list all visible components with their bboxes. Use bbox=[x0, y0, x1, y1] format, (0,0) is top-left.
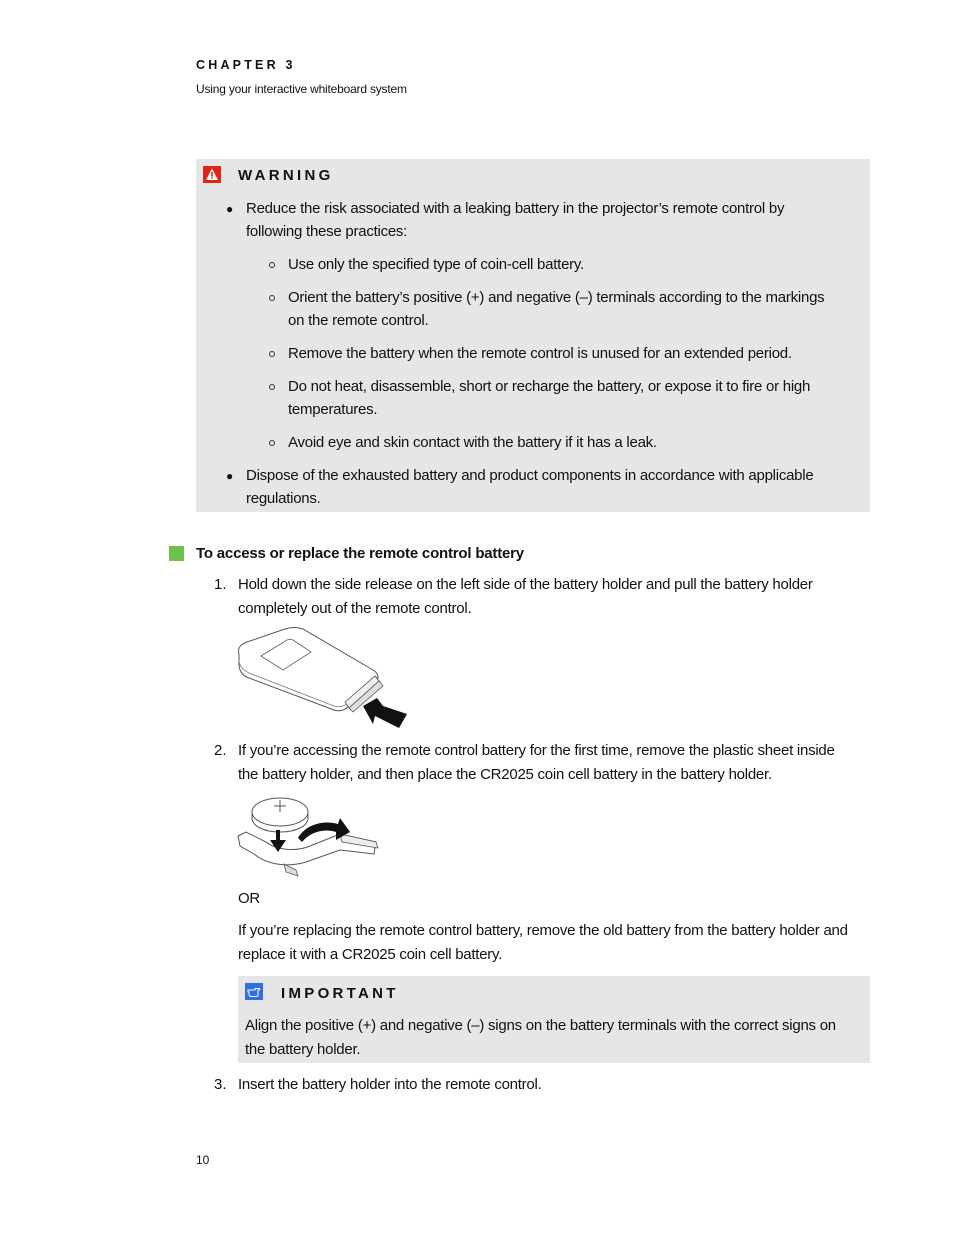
step-1-line-2: completely out of the remote control. bbox=[238, 600, 472, 617]
important-line-1: Align the positive (+) and negative (–) signs on the battery terminals with the correct signs on bbox=[245, 1017, 836, 1034]
step-2-line-1: If you’re accessing the remote control battery for the first time, remove the plastic sheet inside bbox=[238, 742, 835, 759]
step-1-number: 1. bbox=[214, 576, 227, 593]
warning-sub-item-4-line-2: temperatures. bbox=[288, 401, 378, 418]
step-2-alt-line-2: replace it with a CR2025 coin cell battery. bbox=[238, 946, 503, 963]
bullet-dot: ● bbox=[226, 202, 234, 216]
sub-bullet-ring bbox=[269, 384, 275, 390]
step-3-number: 3. bbox=[214, 1076, 227, 1093]
procedure-square-icon bbox=[169, 546, 184, 561]
warning-bullet-1-line-2: following these practices: bbox=[246, 223, 408, 240]
pointing-hand-icon bbox=[245, 983, 263, 1000]
bullet-dot: ● bbox=[226, 469, 234, 483]
procedure-title: To access or replace the remote control battery bbox=[196, 545, 524, 562]
step-3-line-1: Insert the battery holder into the remote control. bbox=[238, 1076, 542, 1093]
step-2-alt-line-1: If you’re replacing the remote control battery, remove the old battery from the battery holder and bbox=[238, 922, 848, 939]
warning-sub-item-2-line-1: Orient the battery’s positive (+) and negative (–) terminals according to the markings bbox=[288, 289, 825, 306]
step-1-line-1: Hold down the side release on the left side of the battery holder and pull the battery holder bbox=[238, 576, 813, 593]
sub-bullet-ring bbox=[269, 351, 275, 357]
sub-bullet-ring bbox=[269, 440, 275, 446]
battery-insertion-illustration bbox=[236, 794, 382, 876]
warning-bullet-1-line-1: Reduce the risk associated with a leaking battery in the projector’s remote control by bbox=[246, 200, 785, 217]
chapter-subtitle: Using your interactive whiteboard system bbox=[196, 82, 407, 96]
warning-triangle-icon bbox=[203, 166, 221, 183]
step-2-number: 2. bbox=[214, 742, 227, 759]
important-title: IMPORTANT bbox=[281, 985, 399, 1002]
warning-bullet-2-line-2: regulations. bbox=[246, 490, 321, 507]
sub-bullet-ring bbox=[269, 262, 275, 268]
warning-title: WARNING bbox=[238, 167, 334, 184]
page-number: 10 bbox=[196, 1153, 210, 1167]
chapter-label: CHAPTER 3 bbox=[196, 58, 296, 72]
warning-bullet-2-line-1: Dispose of the exhausted battery and product components in accordance with applicable bbox=[246, 467, 814, 484]
sub-bullet-ring bbox=[269, 295, 275, 301]
warning-sub-item-1: Use only the specified type of coin-cell battery. bbox=[288, 256, 584, 273]
warning-sub-item-2-line-2: on the remote control. bbox=[288, 312, 429, 329]
warning-box bbox=[196, 159, 870, 512]
warning-sub-item-4-line-1: Do not heat, disassemble, short or recharge the battery, or expose it to fire or high bbox=[288, 378, 811, 395]
warning-sub-item-3: Remove the battery when the remote control is unused for an extended period. bbox=[288, 345, 792, 362]
important-line-2: the battery holder. bbox=[245, 1041, 361, 1058]
step-2-line-2: the battery holder, and then place the CR2025 coin cell battery in the battery holder. bbox=[238, 766, 772, 783]
important-box bbox=[238, 976, 870, 1063]
step-2-or-text: OR bbox=[238, 890, 260, 907]
warning-sub-item-5: Avoid eye and skin contact with the battery if it has a leak. bbox=[288, 434, 657, 451]
remote-control-illustration bbox=[237, 626, 409, 730]
